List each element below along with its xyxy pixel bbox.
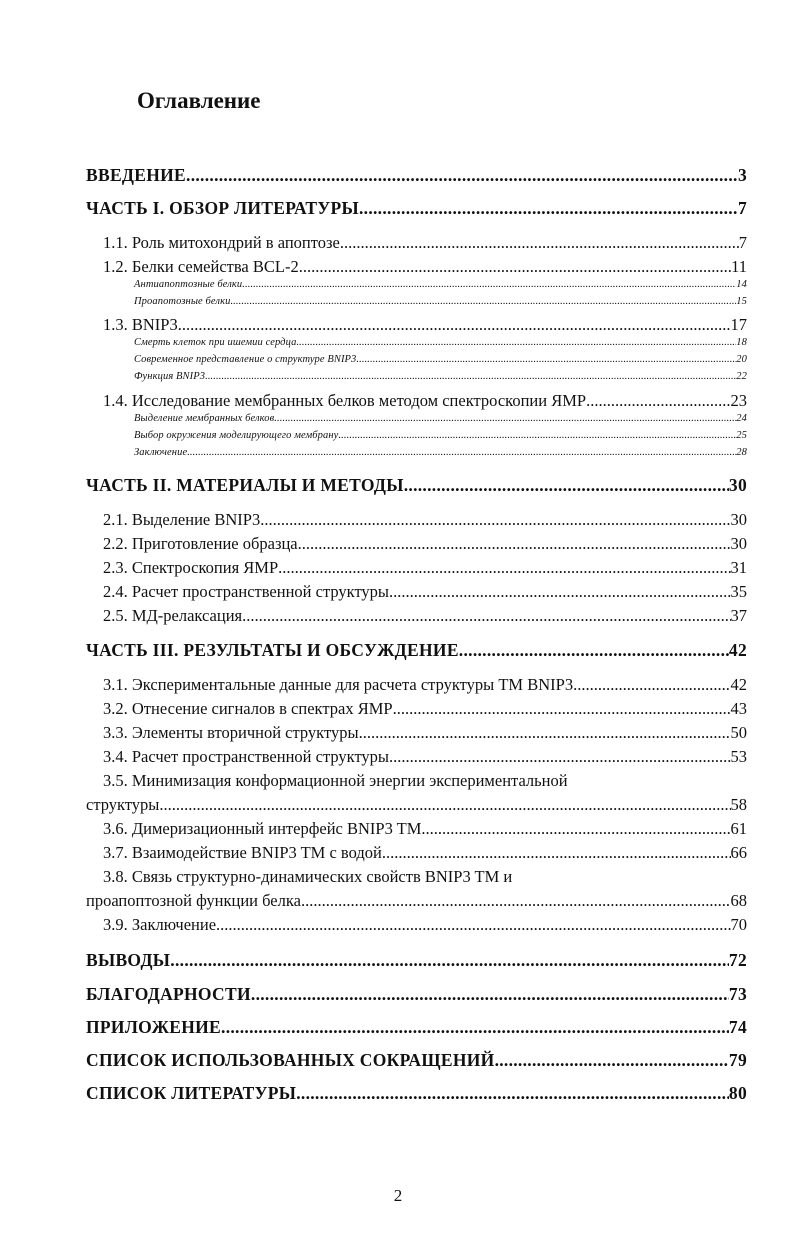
toc-entry-title: 3.2. Отнесение сигналов в спектрах ЯМР (103, 699, 393, 718)
leader-dots (586, 391, 730, 411)
toc-entry-3-8-line-1: 3.8. Связь структурно-динамических свойств BNIP3 TM и (103, 867, 513, 886)
toc-entry-title: 1.2. Белки семейства BCL-2 (103, 257, 299, 276)
toc-subentry (86, 430, 747, 441)
toc-entry-3-9 (86, 915, 747, 935)
toc-entry-page: 20 (736, 354, 747, 365)
toc-entry-title: ВВЕДЕНИЕ (86, 165, 187, 185)
toc-entry-title: ЧАСТЬ III. РЕЗУЛЬТАТЫ И ОБСУЖДЕНИЕ (86, 640, 459, 660)
toc-subentry (86, 337, 747, 348)
leader-dots (170, 950, 729, 971)
toc-entry-3-2 (86, 699, 747, 719)
toc-entry-page: 35 (730, 582, 747, 601)
toc-entry-3-1 (86, 675, 747, 695)
toc-entry-title: структуры (86, 795, 160, 814)
toc-entry-title: 1.1. Роль митохондрий в апоптозе (103, 233, 340, 252)
leader-dots (260, 510, 730, 530)
toc-entry-title: Антиапоптозные белки (134, 279, 243, 290)
leader-dots (230, 296, 736, 307)
toc-subentry (86, 447, 747, 458)
toc-entry-title: 3.9. Заключение (103, 915, 217, 934)
leader-dots (389, 747, 730, 767)
toc-entry-page: 30 (730, 534, 747, 553)
toc-entry-title: 3.1. Экспериментальные данные для расчета структуры TM BNIP3 (103, 675, 574, 694)
toc-entry-title: 2.4. Расчет пространственной структуры (103, 582, 390, 601)
toc-entry-part-2 (86, 475, 747, 496)
toc-entry-title: 3.6. Димеризационный интерфейс BNIP3 TM (103, 819, 422, 838)
toc-entry-page: 72 (728, 950, 747, 970)
toc-entry-page: 42 (728, 640, 747, 660)
toc-entry-page: 28 (736, 447, 747, 458)
toc-entry-abbreviations (86, 1050, 747, 1071)
leader-dots (299, 257, 731, 277)
toc-entry-3-7 (86, 843, 747, 863)
toc-entry-part-1 (86, 198, 747, 219)
toc-subentry (86, 371, 747, 382)
leader-dots (359, 198, 738, 219)
toc-entry-part-3 (86, 640, 747, 661)
toc-entry-title: Смерть клеток при ишемии сердца (134, 337, 297, 348)
toc-entry-page: 31 (730, 558, 747, 577)
leader-dots (356, 354, 736, 365)
leader-dots (187, 447, 736, 458)
toc-entry-title: 2.5. МД-релаксация (103, 606, 243, 625)
toc-entry-page: 15 (736, 296, 747, 307)
toc-subentry (86, 296, 747, 307)
toc-entry-conclusions (86, 950, 747, 971)
leader-dots (242, 606, 730, 626)
toc-entry-title: Заключение (134, 447, 188, 458)
toc-entry-page: 17 (730, 315, 747, 334)
leader-dots (296, 337, 736, 348)
toc-entry-title: Современное представление о структуре BNIP3 (134, 354, 357, 365)
toc-entry-page: 66 (730, 843, 747, 862)
toc-entry-title: проапоптозной функции белка (86, 891, 301, 910)
toc-entry-title: 2.1. Выделение BNIP3 (103, 510, 261, 529)
toc-entry-3-5 (86, 795, 747, 815)
toc-subentry (86, 354, 747, 365)
toc-entry-title: Выделение мембранных белков (134, 413, 275, 424)
leader-dots (421, 819, 730, 839)
toc-entry-2-5 (86, 606, 747, 626)
toc-entry-page: 80 (728, 1083, 747, 1103)
leader-dots (301, 891, 731, 911)
toc-entry-page: 18 (736, 337, 747, 348)
leader-dots (573, 675, 730, 695)
leader-dots (205, 371, 736, 382)
toc-entry-page: 61 (730, 819, 747, 838)
toc-entry-3-5-line-1: 3.5. Минимизация конформационной энергии экспериментальной (103, 771, 568, 790)
toc-entry-title: СПИСОК ЛИТЕРАТУРЫ (86, 1083, 297, 1103)
toc-entry-title: 1.3. BNIP3 (103, 315, 178, 334)
toc-entry-title: ВЫВОДЫ (86, 950, 171, 970)
toc-entry-introduction (86, 165, 747, 186)
toc-entry-page: 79 (728, 1050, 747, 1070)
toc-entry-1-1 (86, 233, 747, 253)
toc-entry-page: 53 (730, 747, 747, 766)
toc-entry-page: 50 (730, 723, 747, 742)
leader-dots (459, 640, 729, 661)
leader-dots (338, 430, 736, 441)
toc-entry-3-4 (86, 747, 747, 767)
toc-entry-page: 14 (736, 279, 747, 290)
toc-entry-title: Проапотозные белки (134, 296, 231, 307)
toc-entry-page: 30 (730, 510, 747, 529)
toc-subentry (86, 279, 747, 290)
toc-subentry (86, 413, 747, 424)
toc-entry-page: 30 (728, 475, 747, 495)
leader-dots (242, 279, 736, 290)
toc-entry-acknowledgements (86, 984, 747, 1005)
toc-entry-page: 70 (730, 915, 747, 934)
toc-entry-page: 3 (737, 165, 747, 185)
leader-dots (359, 723, 731, 743)
toc-entry-page: 42 (730, 675, 747, 694)
toc-entry-title: ПРИЛОЖЕНИЕ (86, 1017, 222, 1037)
toc-entry-title: БЛАГОДАРНОСТИ (86, 984, 251, 1004)
page-number: 2 (393, 1186, 403, 1205)
toc-entry-1-3 (86, 315, 747, 335)
toc-entry-page: 7 (737, 198, 747, 218)
leader-dots (404, 475, 729, 496)
leader-dots (389, 582, 730, 602)
toc-entry-page: 23 (730, 391, 747, 410)
toc-entry-title: ЧАСТЬ II. МАТЕРИАЛЫ И МЕТОДЫ (86, 475, 404, 495)
leader-dots (221, 1017, 729, 1038)
toc-entry-3-3 (86, 723, 747, 743)
leader-dots (178, 315, 731, 335)
toc-entry-page: 22 (736, 371, 747, 382)
toc-entry-title: 3.3. Элементы вторичной структуры (103, 723, 359, 742)
toc-entry-1-2 (86, 257, 747, 277)
toc-entry-appendix (86, 1017, 747, 1038)
toc-entry-title: 3.4. Расчет пространственной структуры (103, 747, 390, 766)
leader-dots (296, 1083, 729, 1104)
leader-dots (278, 558, 730, 578)
toc-entry-3-6 (86, 819, 747, 839)
leader-dots (251, 984, 729, 1005)
toc-entry-page: 43 (730, 699, 747, 718)
leader-dots (216, 915, 730, 935)
leader-dots (393, 699, 731, 719)
toc-entry-2-1 (86, 510, 747, 530)
toc-entry-page: 68 (730, 891, 747, 910)
toc-entry-title: 2.3. Спектроскопия ЯМР (103, 558, 279, 577)
toc-entry-title: Функция BNIP3 (134, 371, 206, 382)
toc-entry-3-8 (86, 891, 747, 911)
toc-entry-2-4 (86, 582, 747, 602)
toc-entry-page: 24 (736, 413, 747, 424)
toc-entry-1-4 (86, 391, 747, 411)
leader-dots (340, 233, 739, 253)
toc-entry-title: 3.7. Взаимодействие BNIP3 TM с водой (103, 843, 382, 862)
toc-entry-2-2 (86, 534, 747, 554)
toc-entry-page: 25 (736, 430, 747, 441)
toc-entry-title: 1.4. Исследование мембранных белков методом спектроскопии ЯМР (103, 391, 587, 410)
leader-dots (495, 1050, 729, 1071)
toc-entry-page: 7 (738, 233, 747, 252)
toc-entry-page: 11 (731, 257, 747, 276)
toc-entry-2-3 (86, 558, 747, 578)
leader-dots (382, 843, 731, 863)
leader-dots (186, 165, 738, 186)
leader-dots (298, 534, 731, 554)
toc-entry-page: 74 (728, 1017, 747, 1037)
toc-entry-page: 58 (730, 795, 747, 814)
leader-dots (274, 413, 736, 424)
leader-dots (159, 795, 730, 815)
page-title: Оглавление (137, 88, 261, 113)
toc-entry-title: СПИСОК ИСПОЛЬЗОВАННЫХ СОКРАЩЕНИЙ (86, 1050, 495, 1070)
toc-entry-title: 2.2. Приготовление образца (103, 534, 298, 553)
toc-entry-title: Выбор окружения моделирующего мембрану (134, 430, 339, 441)
toc-entry-title: ЧАСТЬ I. ОБЗОР ЛИТЕРАТУРЫ (86, 198, 359, 218)
toc-entry-references (86, 1083, 747, 1104)
toc-entry-page: 37 (730, 606, 747, 625)
toc-entry-page: 73 (728, 984, 747, 1004)
